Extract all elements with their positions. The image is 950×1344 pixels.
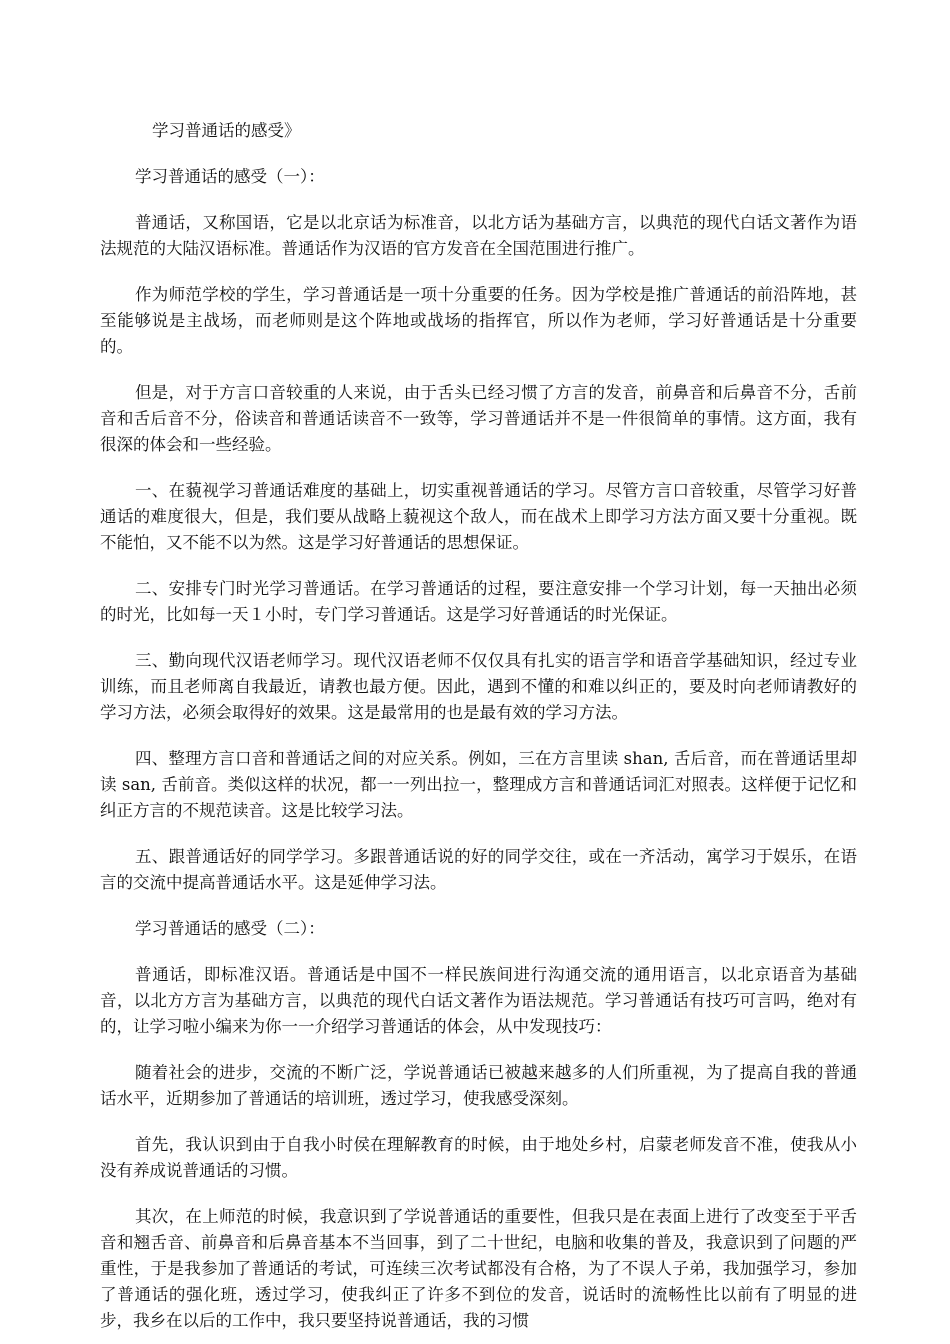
paragraph: 首先，我认识到由于自我小时侯在理解教育的时候，由于地处乡村，启蒙老师发音不准，使我从小没有养成说普通话的习惯。 — [100, 1135, 857, 1180]
paragraph: 作为师范学校的学生，学习普通话是一项十分重要的任务。因为学校是推广普通话的前沿阵地，甚至能够说是主战场，而老师则是这个阵地或战场的指挥官，所以作为老师，学习好普通话是十分重要的。 — [100, 285, 857, 356]
document-page — [100, 118, 857, 1334]
paragraph: 其次，在上师范的时候，我意识到了学说普通话的重要性，但我只是在表面上进行了改变至于平舌音和翘舌音、前鼻音和后鼻音基本不当回事，到了二十世纪，电脑和收集的普及，我意识到了问题的严重性，于是我参加了普通话的考试，可连续三次考试都没有合格，为了不误人子弟，我加强学习，参加了普通话的强化班，透过学习，使我纠正了许多不到位的发音，说话时的流畅性比以前有了明显的进步，我乡在以后的工作中，我只要坚持说普通话，我的习惯 — [100, 1207, 857, 1330]
paragraph: 一、在藐视学习普通话难度的基础上，切实重视普通话的学习。尽管方言口音较重，尽管学习好普通话的难度很大，但是，我们要从战略上藐视这个敌人，而在战术上即学习方法方面又要十分重视。既不能怕，又不能不以为然。这是学习好普通话的思想保证。 — [100, 481, 857, 552]
paragraph: 普通话，即标准汉语。普通话是中国不一样民族间进行沟通交流的通用语言，以北京语音为基础音，以北方方言为基础方言，以典范的现代白话文著作为语法规范。学习普通话有技巧可言吗，绝对有的，让学习啦小编来为你一一介绍学习普通话的体会，从中发现技巧： — [100, 965, 857, 1036]
paragraph: 三、勤向现代汉语老师学习。现代汉语老师不仅仅具有扎实的语言学和语音学基础知识，经过专业训练，而且老师离自我最近，请教也最方便。因此，遇到不懂的和难以纠正的，要及时向老师请教好的学习方法，必须会取得好的效果。这是最常用的也是最有效的学习方法。 — [100, 651, 857, 722]
section-heading-2: 学习普通话的感受（二）： — [135, 919, 325, 938]
paragraph: 普通话，又称国语，它是以北京话为标准音，以北方话为基础方言，以典范的现代白话文著作为语法规范的大陆汉语标准。普通话作为汉语的官方发音在全国范围进行推广。 — [100, 213, 857, 258]
paragraph: 二、安排专门时光学习普通话。在学习普通话的过程，要注意安排一个学习计划，每一天抽出必须的时光，比如每一天１小时，专门学习普通话。这是学习好普通话的时光保证。 — [100, 579, 857, 624]
document-title: 学习普通话的感受》 — [152, 121, 301, 140]
section-heading-1: 学习普通话的感受（一）： — [135, 167, 325, 186]
paragraph: 随着社会的进步，交流的不断广泛，学说普通话已被越来越多的人们所重视，为了提高自我的普通话水平，近期参加了普通话的培训班，透过学习，使我感受深刻。 — [100, 1063, 857, 1108]
paragraph: 但是，对于方言口音较重的人来说，由于舌头已经习惯了方言的发音，前鼻音和后鼻音不分，舌前音和舌后音不分，俗读音和普通话读音不一致等，学习普通话并不是一件很简单的事情。这方面，我有很深的体会和一些经验。 — [100, 383, 857, 454]
paragraph: 四、整理方言口音和普通话之间的对应关系。例如，三在方言里读 shan, 舌后音，而在普通话里却读 san, 舌前音。类似这样的状况，都一一列出拉一，整理成方言和普通话词汇对照表。这样便于记忆和纠正方言的不规范读音。这是比较学习法。 — [100, 749, 857, 820]
paragraph: 五、跟普通话好的同学学习。多跟普通话说的好的同学交往，或在一齐活动，寓学习于娱乐，在语言的交流中提高普通话水平。这是延伸学习法。 — [100, 847, 857, 892]
